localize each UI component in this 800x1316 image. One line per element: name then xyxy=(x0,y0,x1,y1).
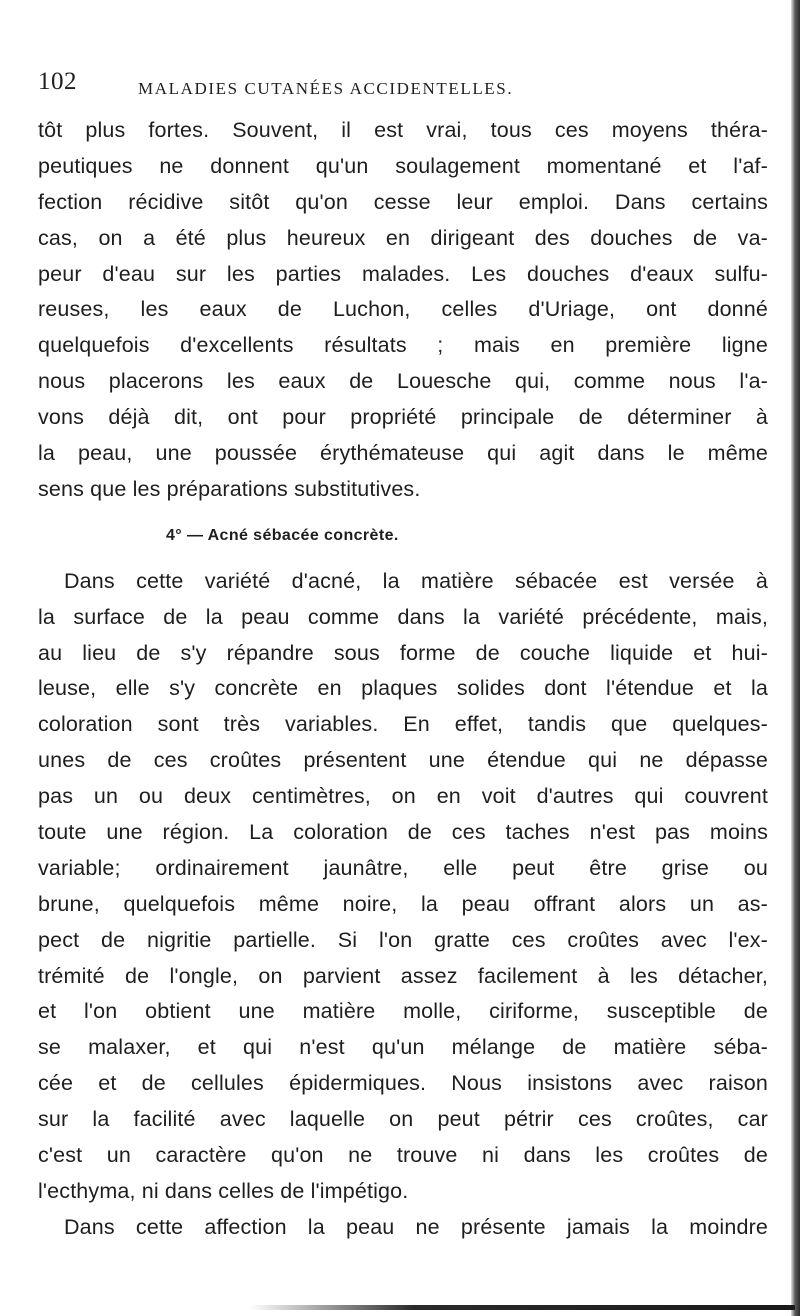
text-line: peur d'eau sur les parties malades. Les douches d'eaux sulfu- xyxy=(38,261,768,286)
text-line: quelquefois d'excellents résultats ; mais en première ligne xyxy=(38,333,768,358)
text-line: toute une région. La coloration de ces taches n'est pas moins xyxy=(38,820,768,845)
running-head: MALADIES CUTANÉES ACCIDENTELLES. xyxy=(138,79,514,98)
text-line: peutiques ne donnent qu'un soulagement momentané et l'af- xyxy=(38,153,768,178)
text-line: reuses, les eaux de Luchon, celles d'Uriage, ont donné xyxy=(38,297,768,322)
text-line: unes de ces croûtes présentent une étendue qui ne dépasse xyxy=(38,748,768,773)
paragraph xyxy=(38,113,768,508)
paragraph xyxy=(38,564,768,1210)
text-line: pect de nigritie partielle. Si l'on gratte ces croûtes avec l'ex- xyxy=(38,927,768,952)
text-line: se malaxer, et qui n'est qu'un mélange de matière séba- xyxy=(38,1035,768,1060)
text-line: leuse, elle s'y concrète en plaques solides dont l'étendue et la xyxy=(38,676,768,701)
text-line: pas un ou deux centimètres, on en voit d'autres qui couvrent xyxy=(38,784,768,809)
text-line: au lieu de s'y répandre sous forme de couche liquide et hui- xyxy=(38,640,768,665)
text-line: sens que les préparations substitutives. xyxy=(38,476,421,501)
page-header xyxy=(38,68,778,106)
text-line: trémité de l'ongle, on parvient assez facilement à les détacher, xyxy=(38,963,768,988)
body-text xyxy=(38,113,768,1246)
text-line: variable; ordinairement jaunâtre, elle peut être grise ou xyxy=(38,855,768,880)
text-line: cas, on a été plus heureux en dirigeant des douches de va- xyxy=(38,225,768,250)
text-line: sur la facilité avec laquelle on peut pétrir ces croûtes, car xyxy=(38,1107,768,1132)
text-line: la surface de la peau comme dans la variété précédente, mais, xyxy=(38,604,768,629)
text-line: tôt plus fortes. Souvent, il est vrai, tous ces moyens théra- xyxy=(38,118,768,142)
text-line: coloration sont très variables. En effet, tandis que quelques- xyxy=(38,712,768,737)
text-line: vons déjà dit, ont pour propriété principale de déterminer à xyxy=(38,405,768,430)
text-line: nous placerons les eaux de Louesche qui, comme nous l'a- xyxy=(38,369,768,394)
page-number: 102 xyxy=(38,68,77,95)
text-line: brune, quelquefois même noire, la peau offrant alors un as- xyxy=(38,891,768,916)
section-heading: 4° — Acné sébacée concrète. xyxy=(166,526,399,544)
text-line: l'ecthyma, ni dans celles de l'impétigo. xyxy=(38,1178,409,1203)
text-line: fection récidive sitôt qu'on cesse leur emploi. Dans certains xyxy=(38,189,768,214)
text-line: c'est un caractère qu'on ne trouve ni dans les croûtes de xyxy=(38,1143,768,1168)
text-line: Dans cette affection la peau ne présente jamais la moindre xyxy=(64,1214,768,1239)
text-line: la peau, une poussée érythémateuse qui agit dans le même xyxy=(38,441,768,466)
text-line: et l'on obtient une matière molle, ciriforme, susceptible de xyxy=(38,999,768,1024)
page-bottom-edge xyxy=(250,1305,795,1310)
page-edge-shadow xyxy=(791,0,800,1316)
paragraph xyxy=(38,1210,768,1246)
text-line: cée et de cellules épidermiques. Nous insistons avec raison xyxy=(38,1071,768,1096)
text-line: Dans cette variété d'acné, la matière sébacée est versée à xyxy=(64,568,768,593)
